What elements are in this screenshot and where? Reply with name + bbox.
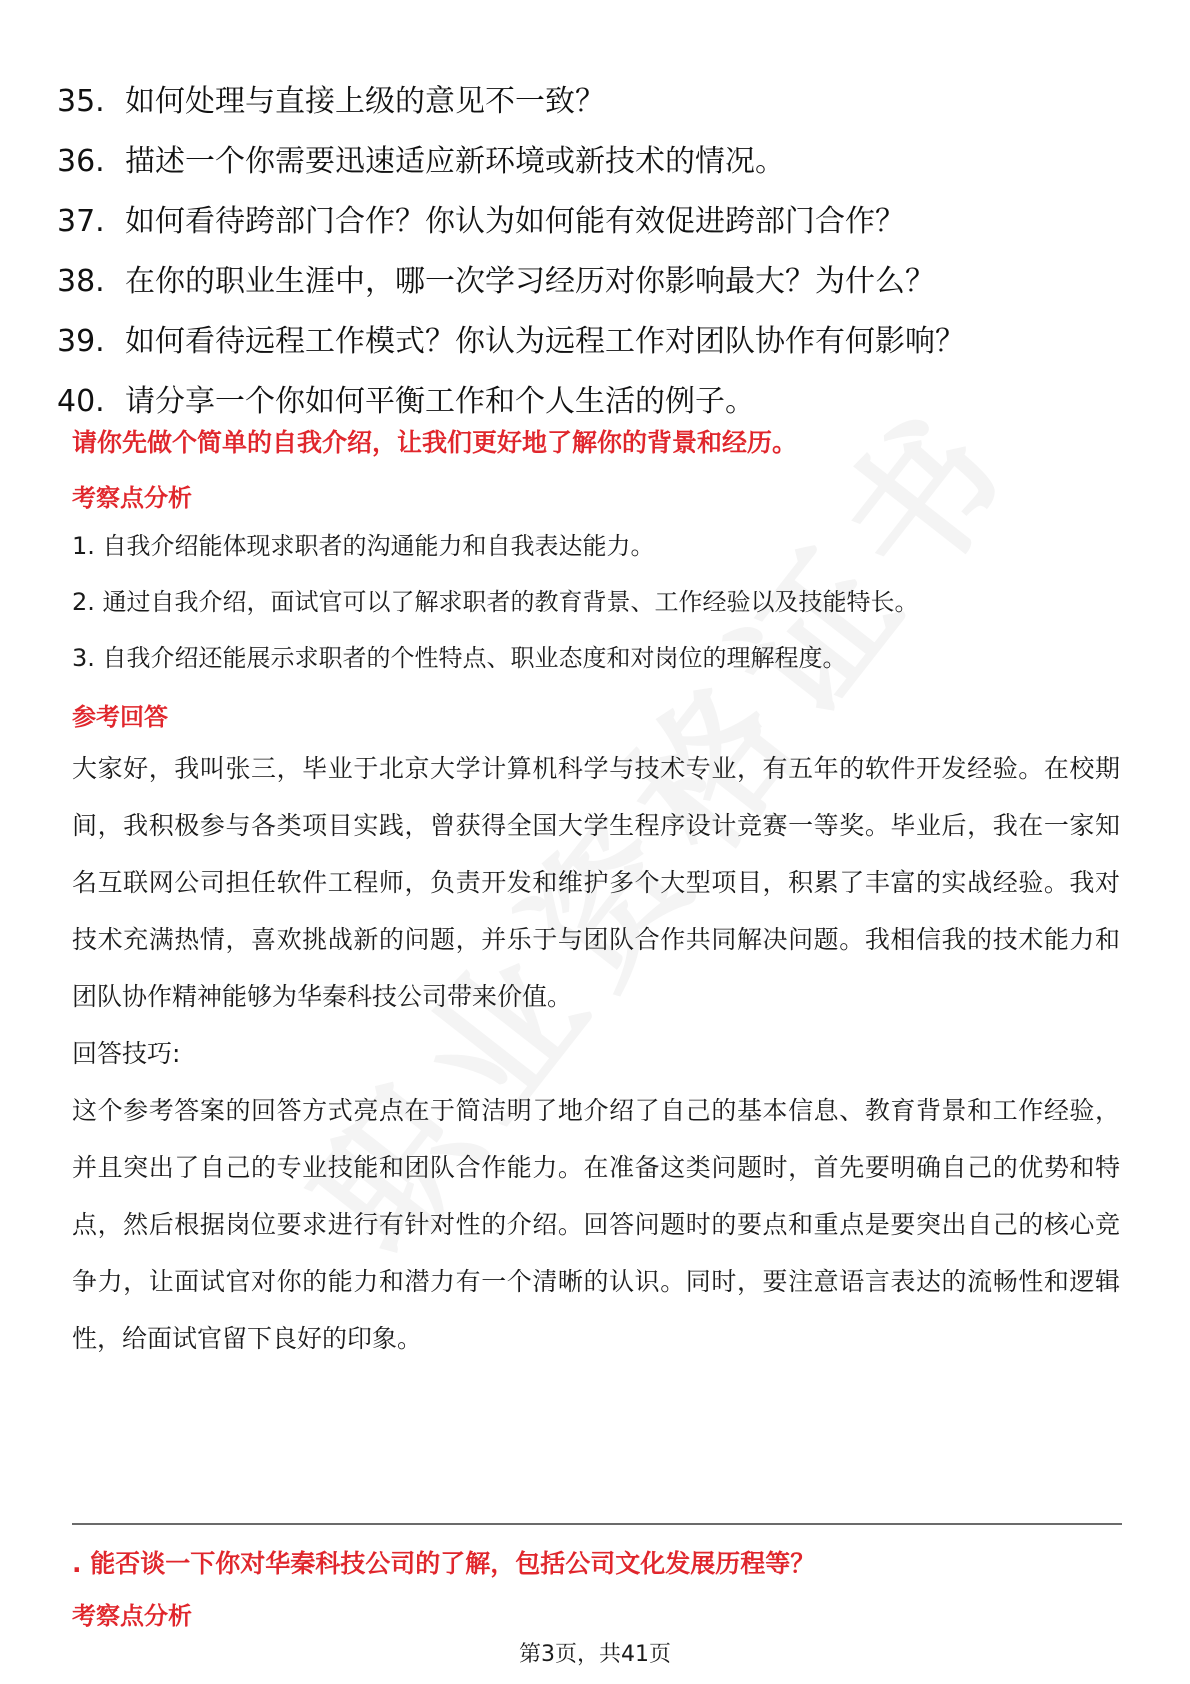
tips-paragraph: 这个参考答案的回答方式亮点在于简洁明了地介绍了自己的基本信息、教育背景和工作经验，并且突出了自己的专业技能和团队合作能力。在准备这类问题时，首先要明确自己的优势和特点，然后根据岗位要求进行有针对性的介绍。回答问题时的要点和重点是要突出自己的核心竞争力，让面试官对你的能力和潜力有一个清晰的认识。同时，要注意语言表达的流畅性和逻辑性，给面试官留下良好的印象。 bbox=[72, 1096, 1120, 1353]
question-number: 40. bbox=[57, 384, 105, 419]
question-number: 35. bbox=[57, 84, 105, 119]
list-item bbox=[57, 132, 965, 192]
section-company bbox=[72, 1544, 1120, 1584]
analysis-block bbox=[72, 478, 1120, 518]
analysis-heading: 考察点分析 bbox=[72, 1602, 192, 1630]
analysis-point: 1. 自我介绍能体现求职者的沟通能力和自我表达能力。 bbox=[72, 532, 655, 560]
question-number: 39. bbox=[57, 324, 105, 359]
list-item bbox=[57, 72, 965, 132]
answer-block bbox=[72, 697, 1120, 737]
question-text: 在你的职业生涯中，哪一次学习经历对你影响最大？为什么？ bbox=[125, 264, 935, 299]
answer-body bbox=[72, 740, 1120, 1367]
answer-paragraph: 大家好，我叫张三，毕业于北京大学计算机科学与技术专业，有五年的软件开发经验。在校期间，我积极参与各类项目实践，曾获得全国大学生程序设计竞赛一等奖。毕业后，我在一家知名互联网公司担任软件工程师，负责开发和维护多个大型项目，积累了丰富的实战经验。我对技术充满热情，喜欢挑战新的问题，并乐于与团队合作共同解决问题。我相信我的技术能力和团队协作精神能够为华秦科技公司带来价值。 bbox=[72, 754, 1120, 1011]
analysis-points bbox=[72, 518, 1120, 686]
question-number: 37. bbox=[57, 204, 105, 239]
section-divider bbox=[72, 1523, 1122, 1525]
section-question-title: 请你先做个简单的自我介绍，让我们更好地了解你的背景和经历。 bbox=[72, 428, 798, 457]
question-number: 36. bbox=[57, 144, 105, 179]
question-text: 如何看待远程工作模式？你认为远程工作对团队协作有何影响？ bbox=[125, 324, 965, 359]
tips-label: 回答技巧: bbox=[72, 1039, 181, 1068]
question-text: 描述一个你需要迅速适应新环境或新技术的情况。 bbox=[125, 144, 785, 179]
list-item bbox=[57, 312, 965, 372]
section-self-intro bbox=[72, 423, 1120, 463]
question-text: 请分享一个你如何平衡工作和个人生活的例子。 bbox=[125, 384, 755, 419]
list-item bbox=[57, 252, 965, 312]
question-number: 38. bbox=[57, 264, 105, 299]
analysis-point: 2. 通过自我介绍，面试官可以了解求职者的教育背景、工作经验以及技能特长。 bbox=[72, 588, 919, 616]
analysis-block bbox=[72, 1596, 1120, 1636]
list-item bbox=[57, 192, 965, 252]
page-number: 第3页，共41页 bbox=[519, 1642, 671, 1667]
analysis-point: 3. 自我介绍还能展示求职者的个性特点、职业态度和对岗位的理解程度。 bbox=[72, 644, 847, 672]
question-list bbox=[57, 72, 965, 432]
section-question-title: . 能否谈一下你对华秦科技公司的了解，包括公司文化发展历程等？ bbox=[72, 1549, 816, 1578]
question-text: 如何处理与直接上级的意见不一致？ bbox=[125, 84, 605, 119]
question-text: 如何看待跨部门合作？你认为如何能有效促进跨部门合作？ bbox=[125, 204, 905, 239]
answer-heading: 参考回答 bbox=[72, 703, 168, 731]
analysis-heading: 考察点分析 bbox=[72, 484, 192, 512]
